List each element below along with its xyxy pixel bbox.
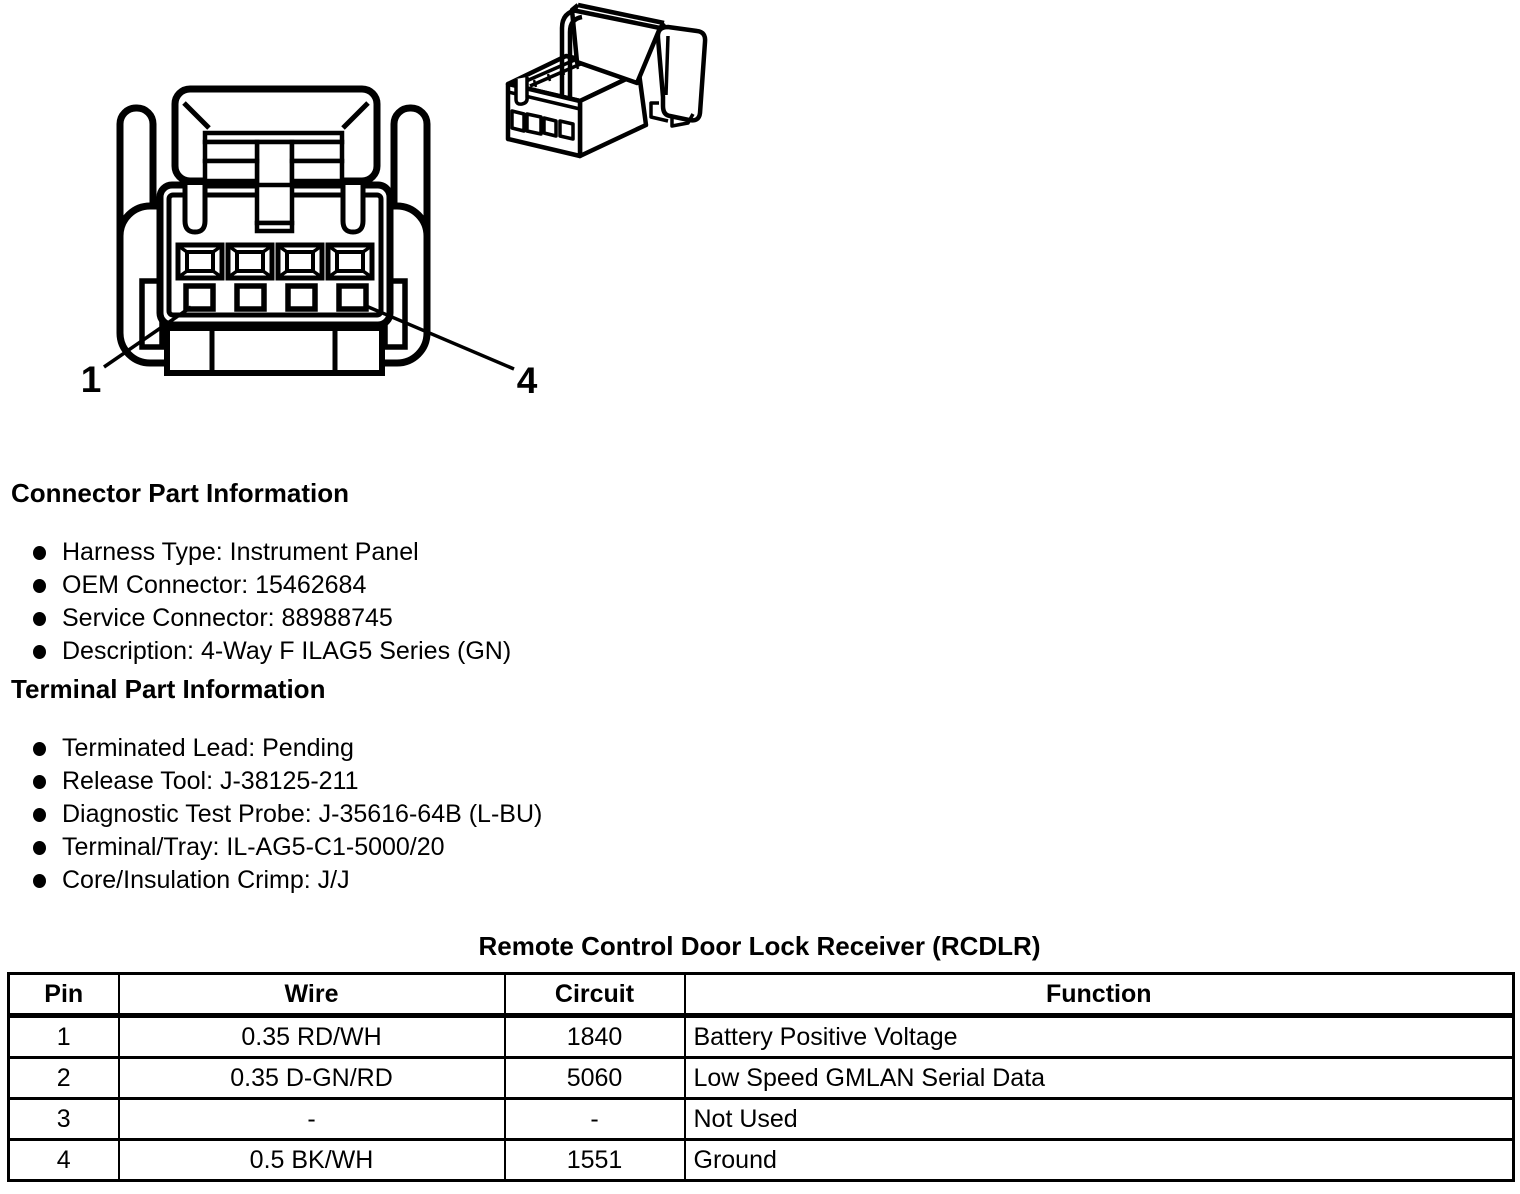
pin-4-label: 4 bbox=[516, 360, 538, 401]
column-header-function: Function bbox=[685, 974, 1514, 1016]
bottom-bar bbox=[167, 328, 382, 373]
cell-wire: 0.35 D-GN/RD bbox=[119, 1058, 505, 1099]
bullet-icon bbox=[33, 742, 46, 756]
cell-circuit: 1840 bbox=[505, 1016, 685, 1058]
terminal-part-information-list bbox=[33, 732, 542, 897]
pinout-table bbox=[7, 972, 1515, 1182]
bullet-icon bbox=[33, 579, 46, 593]
table-row bbox=[9, 1099, 1514, 1140]
bullet-icon bbox=[33, 645, 46, 659]
list-item-text: Terminated Lead: Pending bbox=[62, 734, 354, 762]
cell-pin: 2 bbox=[9, 1058, 119, 1099]
connector-part-information-heading: Connector Part Information bbox=[11, 478, 350, 508]
table-header-row bbox=[9, 974, 1514, 1016]
list-item-text: Diagnostic Test Probe: J-35616-64B (L-BU) bbox=[62, 800, 543, 828]
column-header-pin: Pin bbox=[9, 974, 119, 1016]
table-row bbox=[9, 1140, 1514, 1181]
cell-wire: - bbox=[119, 1099, 505, 1140]
column-header-wire: Wire bbox=[119, 974, 505, 1016]
connector-front-view-drawing bbox=[104, 89, 514, 373]
bullet-icon bbox=[33, 841, 46, 855]
cell-pin: 1 bbox=[9, 1016, 119, 1058]
list-item bbox=[33, 831, 542, 864]
cell-circuit: 5060 bbox=[505, 1058, 685, 1099]
connector-perspective-view-drawing bbox=[508, 5, 705, 156]
bullet-icon bbox=[33, 546, 46, 560]
list-item-text: OEM Connector: 15462684 bbox=[62, 571, 367, 599]
cell-function: Battery Positive Voltage bbox=[685, 1016, 1514, 1058]
column-header-circuit: Circuit bbox=[505, 974, 685, 1016]
list-item-text: Harness Type: Instrument Panel bbox=[62, 538, 419, 566]
cell-function: Low Speed GMLAN Serial Data bbox=[685, 1058, 1514, 1099]
cell-wire: 0.35 RD/WH bbox=[119, 1016, 505, 1058]
list-item-text: Release Tool: J-38125-211 bbox=[62, 767, 359, 795]
pin-1-label: 1 bbox=[80, 359, 102, 400]
cell-function: Not Used bbox=[685, 1099, 1514, 1140]
list-item bbox=[33, 798, 542, 831]
cell-circuit: - bbox=[505, 1099, 685, 1140]
cell-pin: 3 bbox=[9, 1099, 119, 1140]
list-item-text: Core/Insulation Crimp: J/J bbox=[62, 866, 350, 894]
cell-circuit: 1551 bbox=[505, 1140, 685, 1181]
list-item bbox=[33, 732, 542, 765]
list-item-text: Service Connector: 88988745 bbox=[62, 604, 393, 632]
bullet-icon bbox=[33, 808, 46, 822]
cell-function: Ground bbox=[685, 1140, 1514, 1181]
list-item bbox=[33, 602, 511, 635]
list-item bbox=[33, 864, 542, 897]
table-row bbox=[9, 1058, 1514, 1099]
list-item bbox=[33, 536, 511, 569]
list-item bbox=[33, 765, 542, 798]
terminal-part-information-heading: Terminal Part Information bbox=[11, 674, 326, 704]
connector-part-information-list bbox=[33, 536, 511, 668]
bullet-icon bbox=[33, 874, 46, 888]
list-item-text: Description: 4-Way F ILAG5 Series (GN) bbox=[62, 637, 512, 665]
list-item-text: Terminal/Tray: IL-AG5-C1-5000/20 bbox=[62, 833, 445, 861]
list-item bbox=[33, 569, 511, 602]
cell-wire: 0.5 BK/WH bbox=[119, 1140, 505, 1181]
table-row bbox=[9, 1016, 1514, 1058]
cell-pin: 4 bbox=[9, 1140, 119, 1181]
table-title: Remote Control Door Lock Receiver (RCDLR) bbox=[478, 931, 1041, 961]
bullet-icon bbox=[33, 775, 46, 789]
bullet-icon bbox=[33, 612, 46, 626]
list-item bbox=[33, 635, 511, 668]
connector-diagram bbox=[0, 0, 1520, 430]
